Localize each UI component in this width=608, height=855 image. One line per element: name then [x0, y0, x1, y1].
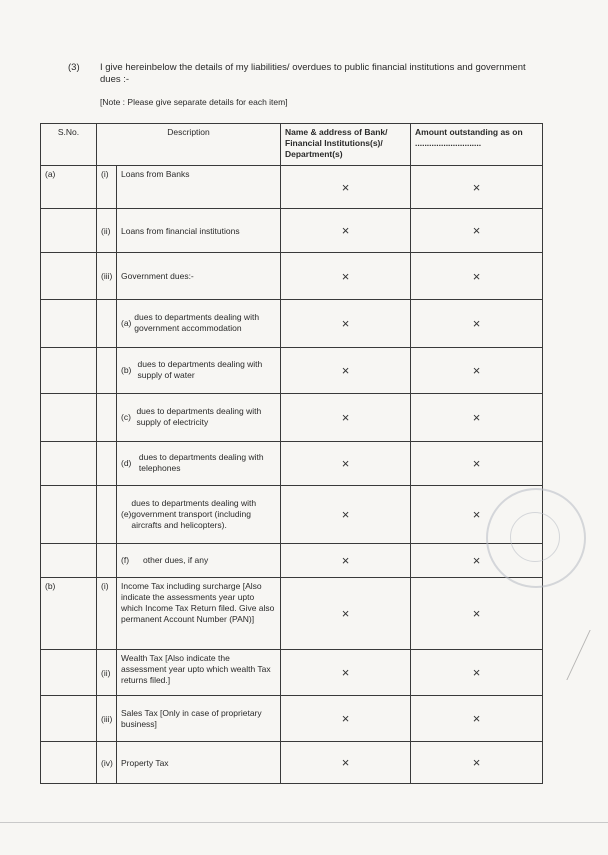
row-sub-number: (b)	[121, 365, 132, 375]
bank-cross-mark: ×	[281, 742, 411, 784]
row-sno	[41, 394, 97, 442]
row-description: Property Tax	[117, 742, 281, 784]
row-num	[97, 442, 117, 486]
table-row	[41, 544, 543, 578]
bank-cross-mark: ×	[281, 650, 411, 696]
row-num: (i)	[97, 166, 117, 209]
amount-cross-mark: ×	[411, 544, 543, 578]
row-description-cell	[117, 544, 281, 578]
row-sno	[41, 348, 97, 394]
amount-cross-mark: ×	[411, 300, 543, 348]
table-row	[41, 300, 543, 348]
amount-cross-mark: ×	[411, 696, 543, 742]
row-description: dues to departments dealing with supply of electricity	[136, 406, 262, 427]
row-sno	[41, 442, 97, 486]
row-description: Income Tax including surcharge [Also indicate the assessments year upto which Income Tax Return filed. Give also permanent Account Number (PAN)]	[117, 578, 281, 650]
table-row	[41, 742, 543, 784]
intro-text: I give hereinbelow the details of my liabilities/ overdues to public financial institutions and government dues :-	[100, 62, 526, 85]
row-num	[97, 300, 117, 348]
row-num: (iii)	[97, 253, 117, 300]
row-sno: (b)	[41, 578, 97, 650]
amount-cross-mark: ×	[411, 650, 543, 696]
header-sno: S.No.	[41, 124, 97, 166]
table-row	[41, 650, 543, 696]
row-description: other dues, if any	[143, 554, 209, 565]
row-description: Government dues:-	[117, 253, 281, 300]
bank-cross-mark: ×	[281, 578, 411, 650]
table-row	[41, 486, 543, 544]
table-row	[41, 442, 543, 486]
row-num	[97, 348, 117, 394]
row-num	[97, 394, 117, 442]
bank-cross-mark: ×	[281, 544, 411, 578]
table-header-row	[41, 124, 543, 166]
amount-cross-mark: ×	[411, 394, 543, 442]
row-description: dues to departments dealing with government transport (including aircrafts and helicopters).	[131, 497, 257, 530]
table-row	[41, 253, 543, 300]
table-row	[41, 394, 543, 442]
table-row	[41, 209, 543, 253]
row-sno	[41, 486, 97, 544]
row-description-cell	[117, 394, 281, 442]
bank-cross-mark: ×	[281, 486, 411, 544]
row-description: Loans from financial institutions	[117, 209, 281, 253]
row-sno	[41, 544, 97, 578]
circular-stamp	[486, 488, 586, 588]
row-sno	[41, 253, 97, 300]
row-num: (iii)	[97, 696, 117, 742]
row-sub-number: (e)	[121, 509, 132, 519]
row-description: Loans from Banks	[117, 166, 281, 209]
row-sno	[41, 300, 97, 348]
row-num	[97, 486, 117, 544]
row-description: dues to departments dealing with telephones	[138, 452, 264, 473]
signature-stroke	[566, 630, 608, 680]
page-edge-line	[0, 822, 608, 823]
row-sno	[41, 696, 97, 742]
row-sno	[41, 650, 97, 696]
header-amount: Amount outstanding as on ............................	[411, 124, 543, 166]
row-num: (ii)	[97, 209, 117, 253]
row-num	[97, 544, 117, 578]
row-description-cell	[117, 348, 281, 394]
amount-cross-mark: ×	[411, 209, 543, 253]
amount-cross-mark: ×	[411, 578, 543, 650]
amount-cross-mark: ×	[411, 348, 543, 394]
row-sub-number: (c)	[121, 412, 131, 422]
row-sub-number: (f)	[121, 555, 130, 565]
row-sub-number: (d)	[121, 458, 132, 468]
bank-cross-mark: ×	[281, 394, 411, 442]
note-text: [Note : Please give separate details for each item]	[100, 97, 288, 107]
header-description: Description	[97, 124, 281, 166]
row-description: dues to departments dealing with supply of water	[137, 359, 263, 380]
bank-cross-mark: ×	[281, 696, 411, 742]
intro-number: (3)	[68, 62, 80, 73]
bank-cross-mark: ×	[281, 300, 411, 348]
row-num: (i)	[97, 578, 117, 650]
bank-cross-mark: ×	[281, 253, 411, 300]
amount-cross-mark: ×	[411, 442, 543, 486]
row-description-cell	[117, 300, 281, 348]
row-sno	[41, 742, 97, 784]
row-description-cell	[117, 442, 281, 486]
bank-cross-mark: ×	[281, 348, 411, 394]
table-row	[41, 348, 543, 394]
amount-cross-mark: ×	[411, 742, 543, 784]
row-sno: (a)	[41, 166, 97, 209]
amount-cross-mark: ×	[411, 166, 543, 209]
bank-cross-mark: ×	[281, 166, 411, 209]
amount-cross-mark: ×	[411, 486, 543, 544]
table-row	[41, 578, 543, 650]
header-bank: Name & address of Bank/ Financial Institutions(s)/ Department(s)	[281, 124, 411, 166]
bank-cross-mark: ×	[281, 209, 411, 253]
bank-cross-mark: ×	[281, 442, 411, 486]
row-sub-number: (a)	[121, 318, 132, 328]
intro-paragraph	[68, 62, 538, 86]
row-description: Sales Tax [Only in case of proprietary business]	[117, 696, 281, 742]
liabilities-table	[40, 123, 543, 784]
row-sno	[41, 209, 97, 253]
table-row	[41, 696, 543, 742]
row-description: dues to departments dealing with government accommodation	[134, 312, 260, 333]
row-description: Wealth Tax [Also indicate the assessment year upto which wealth Tax returns filed.]	[117, 650, 281, 696]
row-num: (ii)	[97, 650, 117, 696]
row-description-cell	[117, 486, 281, 544]
amount-cross-mark: ×	[411, 253, 543, 300]
table-row	[41, 166, 543, 209]
row-num: (iv)	[97, 742, 117, 784]
